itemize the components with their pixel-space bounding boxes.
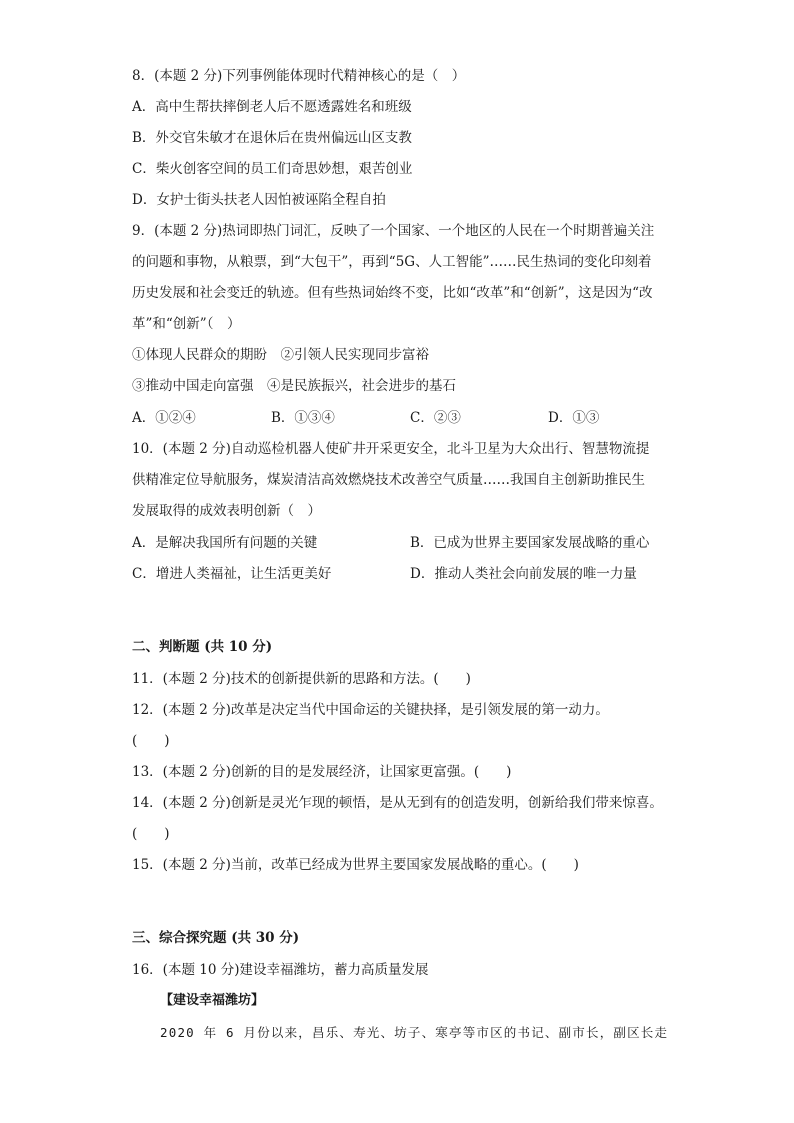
- q10-option-a[interactable]: A．是解决我国所有问题的关键: [132, 535, 318, 551]
- q9-option-a[interactable]: A．①②④: [132, 410, 196, 426]
- q9-option-c[interactable]: C．②③: [410, 410, 461, 426]
- q15: 15．(本题 2 分)当前，改革已经成为世界主要国家发展战略的重心。( ): [132, 857, 579, 873]
- q14-answer-bracket[interactable]: ( ): [132, 826, 170, 842]
- q8-option-a[interactable]: A．高中生帮扶摔倒老人后不愿透露姓名和班级: [132, 99, 412, 115]
- q8-option-b[interactable]: B．外交官朱敏才在退休后在贵州偏远山区支教: [132, 130, 412, 146]
- q16-stem: 16．(本题 10 分)建设幸福潍坊，蓄力高质量发展: [132, 962, 429, 978]
- q9-stem-line-3: 历史发展和社会变迁的轨迹。但有些热词始终不变，比如“改革”和“创新”，这是因为“改: [132, 285, 653, 301]
- section2-title: 二、判断题 (共 10 分): [132, 639, 273, 655]
- material-text: 2020 年 6 月份以来，昌乐、寿光、坊子、寒亭等市区的书记、副市长，副区长走: [160, 1025, 669, 1040]
- q8-option-d[interactable]: D．女护士街头扶老人因怕被诬陷全程自拍: [132, 192, 386, 208]
- q12: 12．(本题 2 分)改革是决定当代中国命运的关键抉择，是引领发展的第一动力。: [132, 702, 609, 718]
- q9-statements-2: ③推动中国走向富强 ④是民族振兴，社会进步的基石: [132, 378, 456, 394]
- material-label: 【建设幸福潍坊】: [160, 993, 265, 1008]
- section3-title: 三、综合探究题 (共 30 分): [132, 930, 300, 946]
- q9-statements-1: ①体现人民群众的期盼 ②引领人民实现同步富裕: [132, 347, 429, 363]
- q8-option-c[interactable]: C．柴火创客空间的员工们奇思妙想，艰苦创业: [132, 161, 413, 177]
- q10-option-d[interactable]: D．推动人类社会向前发展的唯一力量: [410, 566, 637, 582]
- q11: 11．(本题 2 分)技术的创新提供新的思路和方法。( ): [132, 671, 471, 687]
- q10-stem-line-1: 10．(本题 2 分)自动巡检机器人使矿井开采更安全，北斗卫星为大众出行、智慧物流提: [132, 441, 650, 457]
- q9-stem-line-2: 的问题和事物，从粮票，到“大包干”，再到“5G、人工智能”……民生热词的变化印刻着: [132, 254, 652, 270]
- q9-stem-line-4: 革”和“创新”（ ）: [132, 316, 241, 332]
- q10-stem-line-2: 供精准定位导航服务，煤炭清洁高效燃烧技术改善空气质量……我国自主创新助推民生: [132, 472, 645, 488]
- q13: 13．(本题 2 分)创新的目的是发展经济，让国家更富强。( ): [132, 764, 512, 780]
- q9-stem-line-1: 9．(本题 2 分)热词即热门词汇，反映了一个国家、一个地区的人民在一个时期普遍关注: [132, 223, 655, 239]
- q10-stem-line-3: 发展取得的成效表明创新（ ）: [132, 503, 321, 519]
- q10-option-c[interactable]: C．增进人类福祉，让生活更美好: [132, 566, 332, 582]
- q10-option-b[interactable]: B．已成为世界主要国家发展战略的重心: [410, 535, 650, 551]
- q14: 14．(本题 2 分)创新是灵光乍现的顿悟，是从无到有的创造发明，创新给我们带来惊喜。: [132, 795, 663, 811]
- q9-option-b[interactable]: B．①③④: [271, 410, 335, 426]
- q8-stem: 8．(本题 2 分)下列事例能体现时代精神核心的是（ ）: [132, 68, 466, 84]
- q12-answer-bracket[interactable]: ( ): [132, 733, 170, 749]
- q9-option-d[interactable]: D．①③: [548, 410, 600, 426]
